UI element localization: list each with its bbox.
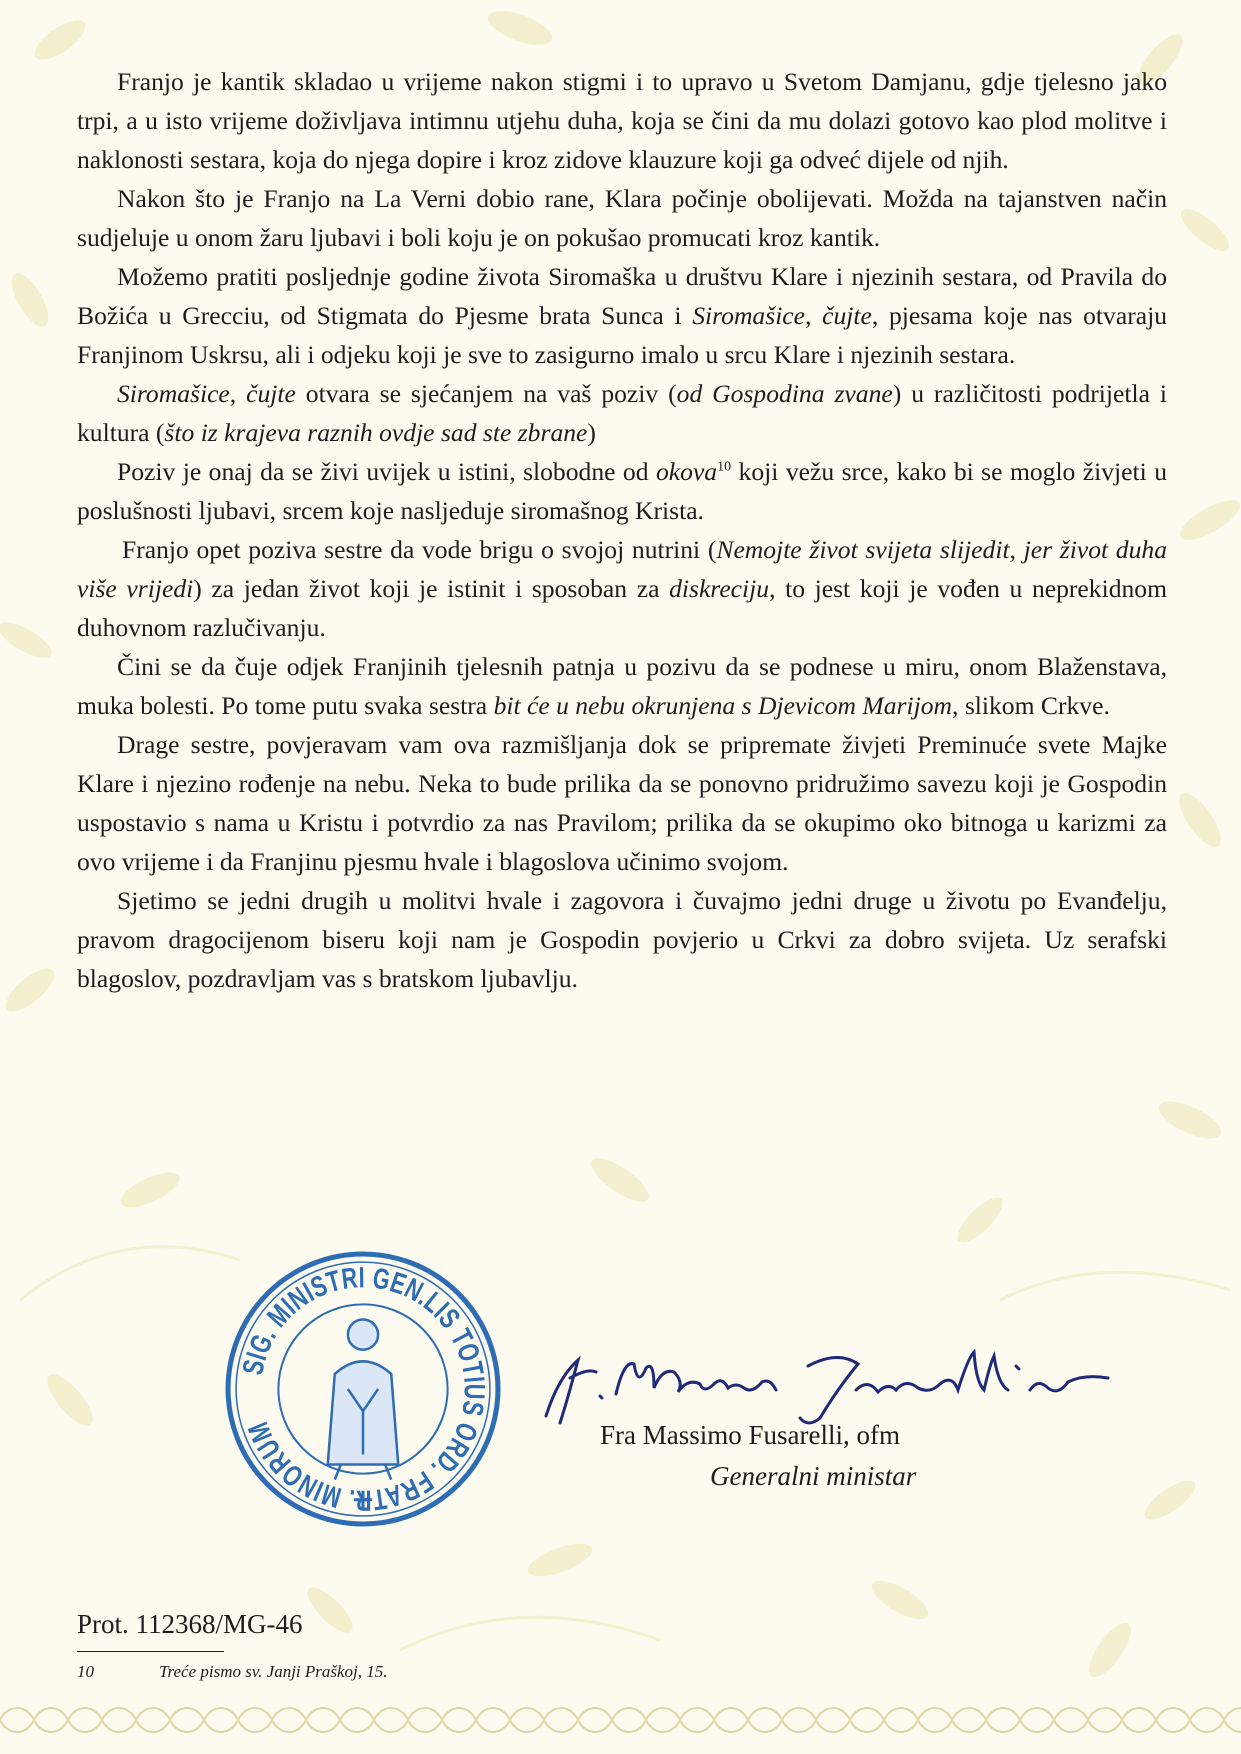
paragraph-9	[77, 881, 1167, 998]
border-ornament	[714, 1708, 748, 1732]
border-ornament	[68, 1708, 102, 1732]
border-ornament	[442, 1708, 476, 1732]
paragraph-text-segment: diskreciju	[669, 574, 770, 603]
paragraph-text-segment: od Gospodina zvane	[676, 379, 893, 408]
paragraph-3	[77, 257, 1167, 374]
paragraph-text-segment: Poziv je onaj da se živi uvijek u istini, slobodne od	[117, 457, 656, 486]
letter-body	[77, 62, 1167, 998]
border-ornament	[510, 1708, 544, 1732]
border-ornament	[1224, 1708, 1241, 1732]
border-ornament	[578, 1708, 612, 1732]
border-ornament	[1122, 1708, 1156, 1732]
paragraph-text-segment: koji vežu srce, kako bi se moglo živjeti u poslušnosti ljubavi, srcem koje nasljeduje siromašnog Krista.	[77, 457, 1167, 525]
footnote-number: 10	[77, 1662, 94, 1681]
border-ornament	[136, 1708, 170, 1732]
paragraph-2	[77, 179, 1167, 257]
paragraph-text-segment: ) za jedan život koji je istinit i sposoban za	[193, 574, 670, 603]
paragraph-text-segment: okova	[655, 457, 718, 486]
border-ornament	[748, 1708, 782, 1732]
border-ornament	[1156, 1708, 1190, 1732]
border-ornament	[918, 1708, 952, 1732]
paragraph-text-segment: Franjo je kantik skladao u vrijeme nakon stigmi i to upravo u Svetom Damjanu, gdje tjelesno jako trpi, a u isto vrijeme doživljava intimnu utjehu duha, koja se čini da mu dolazi gotovo kao plod molitve i naklonosti sestara, koja do njega dopire i kroz zidove klauzure koji ga odveć dijele od njih.	[77, 67, 1167, 174]
ornamental-border	[0, 1700, 1241, 1740]
paragraph-text-segment: , pjesama koje nas otvaraju Franjinom Uskrsu, ali i odjeku koji je sve to zasigurno imalo u srcu Klare i njezinih sestara.	[77, 301, 1167, 369]
border-ornament	[952, 1708, 986, 1732]
border-ornament	[612, 1708, 646, 1732]
footnote	[77, 1660, 388, 1684]
paragraph-text-segment: Nemojte život svijeta slijedit, jer život duha više vrijedi	[77, 535, 1167, 603]
handwritten-signature	[538, 1338, 1118, 1428]
border-ornament	[986, 1708, 1020, 1732]
protocol-number: Prot. 112368/MG-46	[77, 1609, 303, 1639]
border-ornament	[680, 1708, 714, 1732]
border-ornament	[272, 1708, 306, 1732]
border-ornament	[646, 1708, 680, 1732]
border-ornament	[1190, 1708, 1224, 1732]
paragraph-text-segment: Čini se da čuje odjek Franjinih tjelesnih patnja u pozivu da se podnese u miru, onom Blaženstava, muka bolesti. Po tome putu svaka sestra	[77, 652, 1167, 720]
paragraph-6	[77, 530, 1167, 647]
border-ornament	[0, 1708, 34, 1732]
paragraph-text-segment: bit će u nebu okrunjena s Djevicom Marijom	[493, 691, 953, 720]
paragraph-7	[77, 647, 1167, 725]
paragraph-text-segment: Nakon što je Franjo na La Verni dobio rane, Klara počinje obolijevati. Možda na tajanstven način sudjeluje u onom žaru ljubavi i boli koju je on pokušao promucati kroz kantik.	[77, 184, 1167, 252]
border-ornament	[34, 1708, 68, 1732]
paragraph-text-segment: )	[587, 418, 596, 447]
footnote-text: Treće pismo sv. Janji Praškoj, 15.	[159, 1662, 388, 1681]
border-ornament	[340, 1708, 374, 1732]
footnote-reference: 10	[717, 459, 732, 475]
border-ornament	[374, 1708, 408, 1732]
paragraph-text-segment: što iz krajeva raznih ovdje sad ste zbrane	[164, 418, 588, 447]
border-ornament	[850, 1708, 884, 1732]
border-ornament	[238, 1708, 272, 1732]
border-ornament	[782, 1708, 816, 1732]
border-ornament	[1088, 1708, 1122, 1732]
franciscan-order-seal	[222, 1248, 504, 1530]
seal-inscription: SIG. MINISTRI GEN.LIS TOTIUS ORD. FRATR. MINORUM	[237, 1261, 490, 1517]
border-ornament	[170, 1708, 204, 1732]
border-ornament	[306, 1708, 340, 1732]
paragraph-text-segment: Siromašice, čujte	[692, 301, 872, 330]
saint-figure-icon	[328, 1320, 399, 1480]
paragraph-8	[77, 725, 1167, 881]
border-ornament	[816, 1708, 850, 1732]
paragraph-text-segment: Siromašice, čujte	[117, 379, 296, 408]
border-ornament	[544, 1708, 578, 1732]
border-ornament	[102, 1708, 136, 1732]
paragraph-text-segment: , to jest koji je vođen u neprekidnom duhovnom razlučivanju.	[77, 574, 1167, 642]
paragraph-4	[77, 374, 1167, 452]
paragraph-text-segment: ) u različitosti podrijetla i kultura (	[77, 379, 1168, 447]
paragraph-text-segment: Franjo opet poziva sestre da vode brigu o svojoj nutrini (	[122, 535, 717, 564]
paragraph-text-segment: Drage sestre, povjeravam vam ova razmišljanja dok se pripremate živjeti Preminuće svete Majke Klare i njezino rođenje na nebu. Neka to bude prilika da se ponovno pridružimo savezu koji je Gospodin uspostavio s nama u Kristu i potvrdio za nas Pravilom; prilika da se okupimo oko bitnoga u karizmi za ovo vrijeme i da Franjinu pjesmu hvale i blagoslova učinimo svojom.	[77, 730, 1167, 876]
paragraph-text-segment: Sjetimo se jedni drugih u molitvi hvale i zagovora i čuvajmo jedni druge u životu po Evanđelju, pravom dragocijenom biseru koji nam je Gospodin povjerio u Crkvi za dobro svijeta. Uz serafski blagoslov, pozdravljam vas s bratskom ljubavlju.	[77, 886, 1167, 993]
signatory-title: Generalni ministar	[710, 1461, 917, 1491]
paragraph-5	[77, 452, 1167, 530]
paragraph-text-segment: otvara se sjećanjem na vaš poziv (	[295, 379, 677, 408]
paragraph-text-segment: Možemo pratiti posljednje godine života Siromaška u društvu Klare i njezinih sestara, od Pravila do Božića u Grecciu, od Stigmata do Pjesme brata Sunca i	[77, 262, 1167, 330]
signatory-name: Fra Massimo Fusarelli, ofm	[600, 1420, 900, 1450]
border-ornament	[1020, 1708, 1054, 1732]
border-ornament	[1054, 1708, 1088, 1732]
border-ornament	[476, 1708, 510, 1732]
border-ornament	[884, 1708, 918, 1732]
border-ornament	[408, 1708, 442, 1732]
paragraph-text-segment: , slikom Crkve.	[952, 691, 1110, 720]
paragraph-1	[77, 62, 1167, 179]
footnote-divider	[77, 1651, 224, 1652]
border-ornament	[204, 1708, 238, 1732]
